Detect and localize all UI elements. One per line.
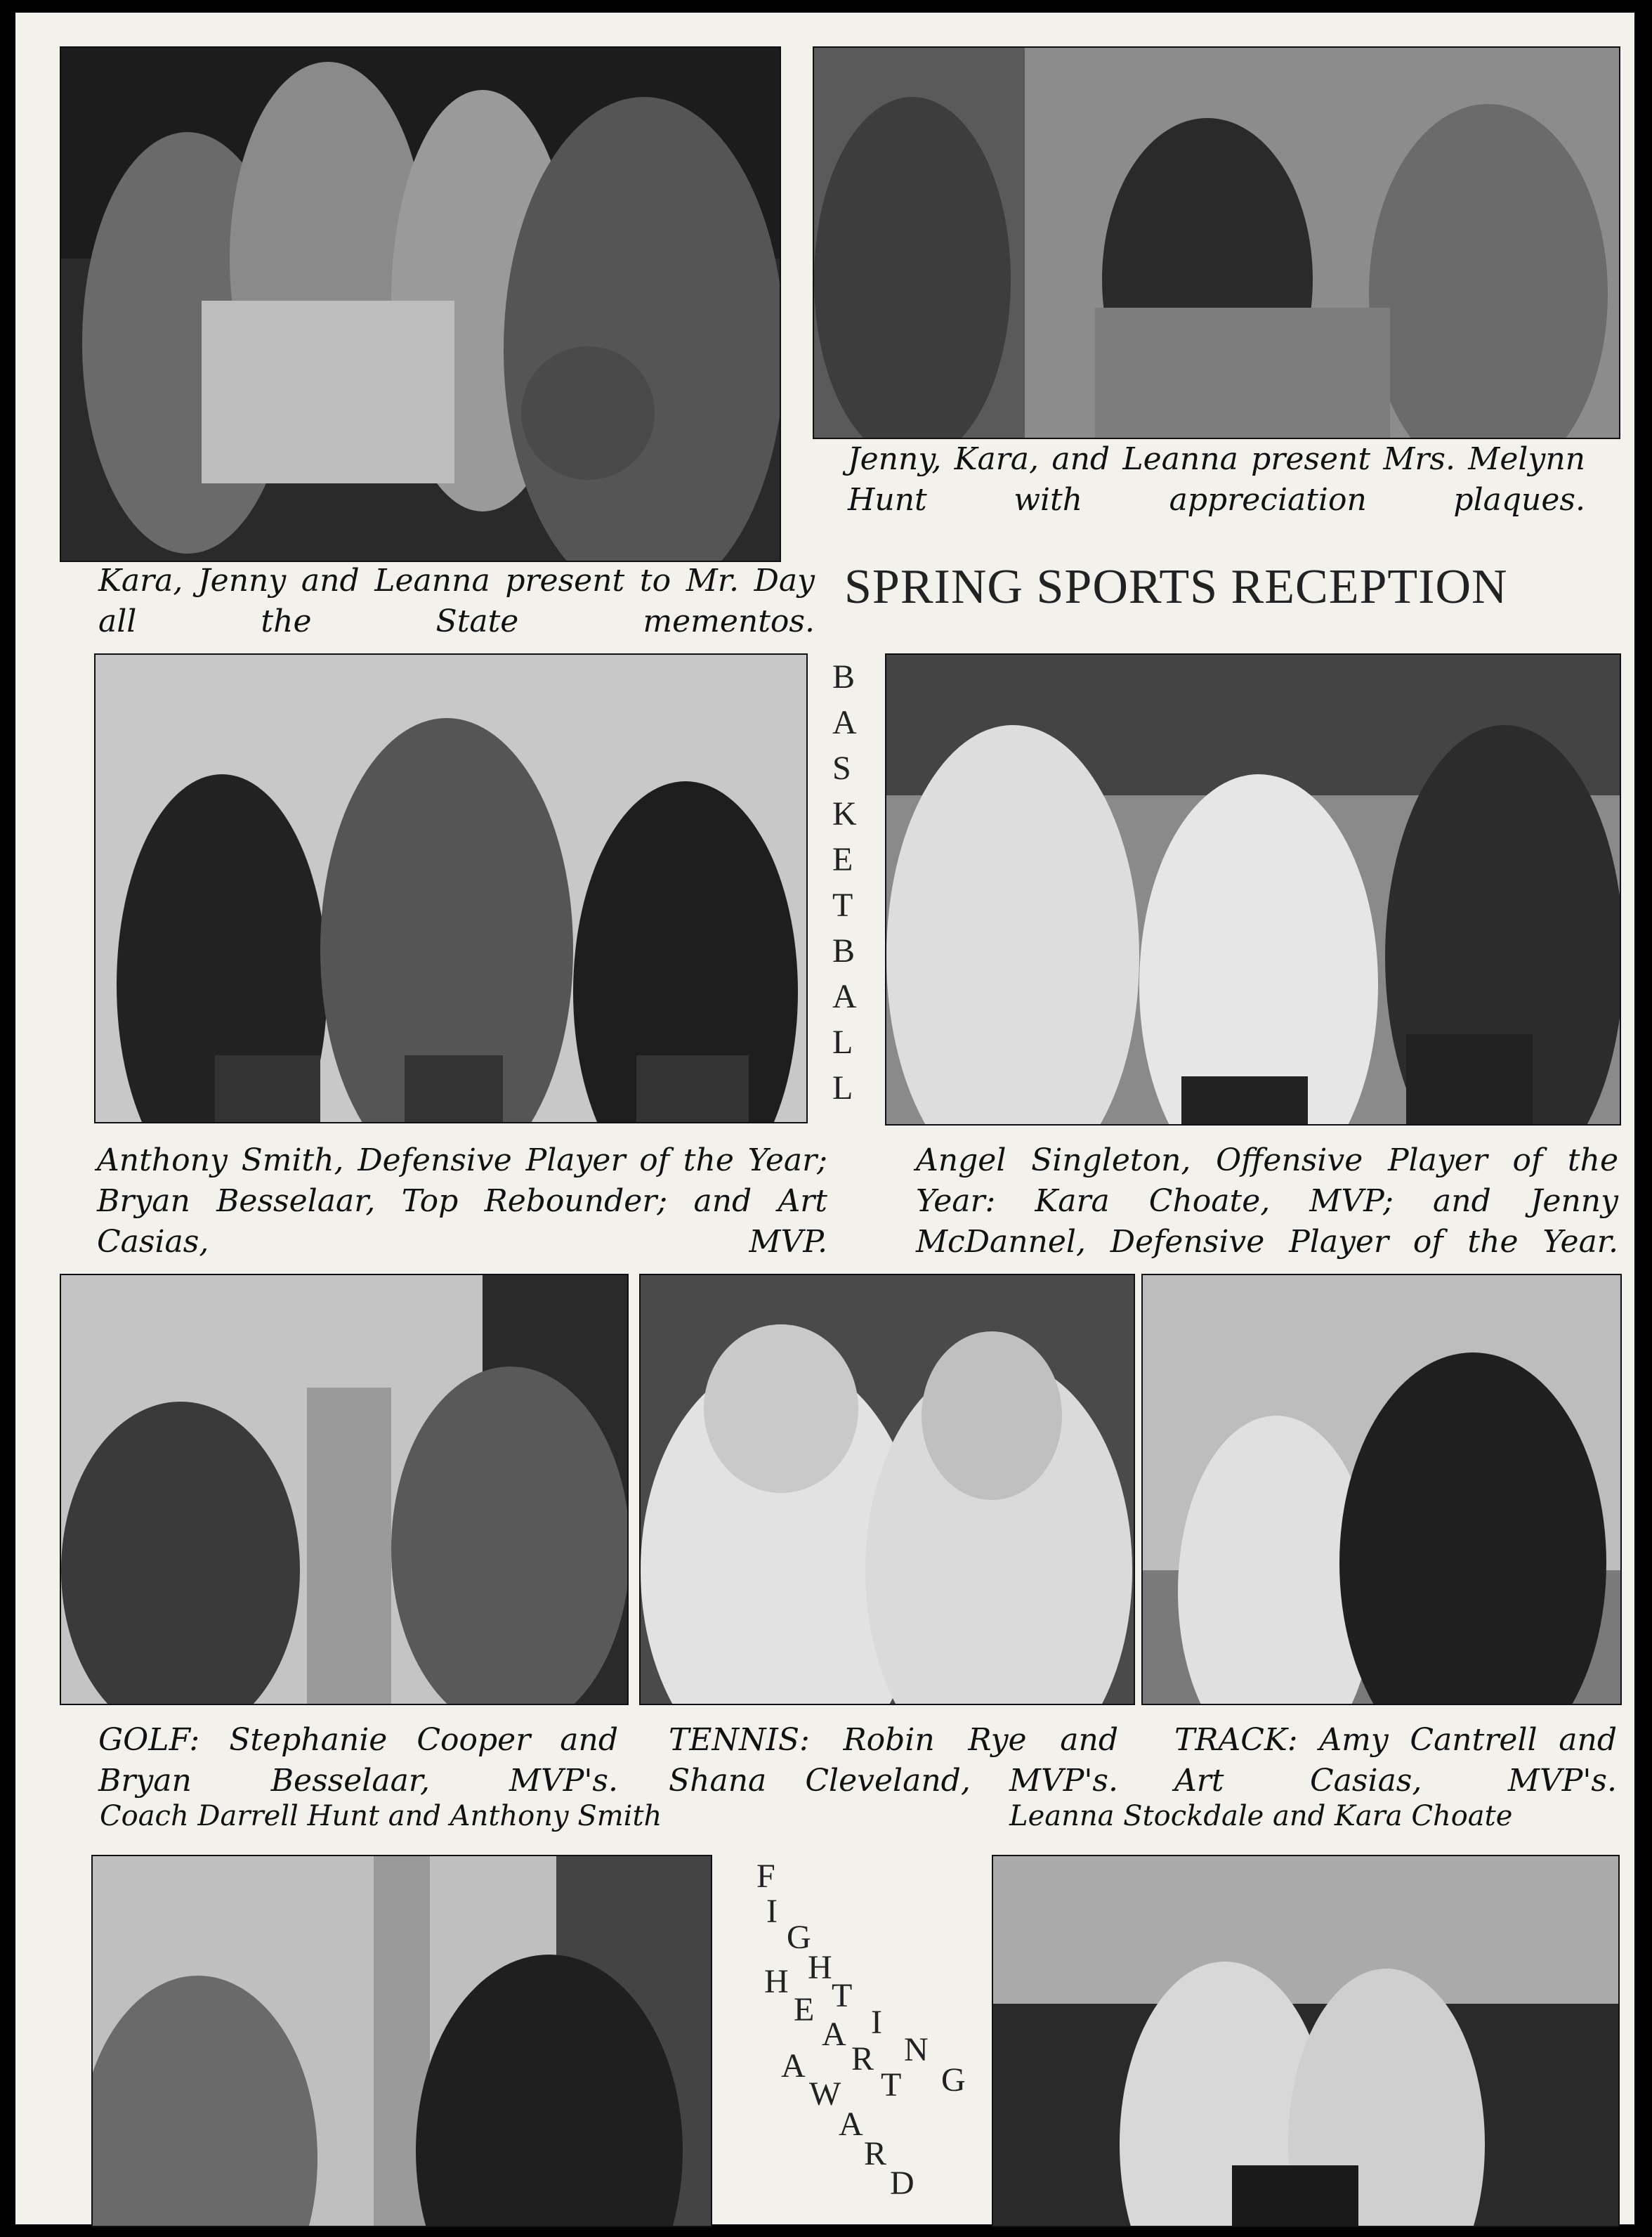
vertical-letter: A bbox=[832, 704, 857, 741]
caption-boys-basketball: Anthony Smith, Defensive Player of the Year; Bryan Besselaar, Top Rebounder; and Art Casias, MVP. bbox=[97, 1142, 827, 1260]
scatter-letter: R bbox=[851, 2040, 874, 2078]
vertical-letter: T bbox=[832, 887, 853, 924]
photo-track bbox=[1141, 1274, 1622, 1705]
scatter-letter: I bbox=[766, 1893, 778, 1930]
scatter-letter: T bbox=[881, 2066, 902, 2104]
vertical-letter: K bbox=[832, 795, 857, 833]
vertical-letter: B bbox=[832, 932, 855, 970]
scatter-letter: A bbox=[839, 2106, 863, 2143]
caption-stockdale-choate: Leanna Stockdale and Kara Choate bbox=[1009, 1800, 1513, 1832]
caption-girls-basketball: Angel Singleton, Offensive Player of the Year: Kara Choate, MVP; and Jenny McDannel, Defensive Player of the Year. bbox=[916, 1142, 1618, 1260]
scatter-letter: E bbox=[794, 1991, 815, 2028]
scatter-letter: G bbox=[787, 1919, 811, 1956]
scatter-letter: H bbox=[808, 1949, 832, 1986]
photo-boys-basketball bbox=[94, 653, 808, 1123]
photo-hunt-smith bbox=[91, 1855, 712, 2227]
vertical-letter: S bbox=[832, 750, 851, 787]
vertical-letter: B bbox=[832, 658, 855, 696]
page-title: SPRING SPORTS RECEPTION bbox=[844, 560, 1508, 614]
caption-state-mementos: Kara, Jenny and Leanna present to Mr. Day all the State mementos. bbox=[98, 563, 815, 640]
vertical-letter: L bbox=[832, 1069, 853, 1107]
scatter-letter: I bbox=[871, 2004, 882, 2041]
caption-hunt-smith: Coach Darrell Hunt and Anthony Smith bbox=[100, 1800, 662, 1832]
caption-golf: GOLF: Stephanie Cooper and Bryan Besselaar, MVP's. bbox=[98, 1722, 618, 1799]
scatter-letter: T bbox=[832, 1977, 853, 2014]
vertical-letter: E bbox=[832, 841, 853, 878]
photo-hunt-plaques bbox=[813, 46, 1620, 439]
scatter-letter: W bbox=[809, 2075, 841, 2113]
scatter-letter: F bbox=[756, 1858, 775, 1895]
caption-tennis: TENNIS: Robin Rye and Shana Cleveland, MVP's. bbox=[669, 1722, 1118, 1799]
vertical-letter: L bbox=[832, 1024, 853, 1061]
scatter-letter: A bbox=[822, 2016, 846, 2053]
scatter-letter: N bbox=[904, 2031, 929, 2068]
scatter-letter: H bbox=[764, 1963, 789, 2000]
photo-girls-basketball bbox=[885, 653, 1621, 1126]
vertical-letter: A bbox=[832, 978, 857, 1015]
scatter-letter: G bbox=[941, 2061, 966, 2099]
scatter-letter: A bbox=[781, 2047, 806, 2085]
scatter-letter: R bbox=[864, 2135, 887, 2172]
caption-hunt-plaques: Jenny, Kara, and Leanna present Mrs. Melynn Hunt with appreciation plaques. bbox=[848, 441, 1585, 519]
caption-track: TRACK: Amy Cantrell and Art Casias, MVP's. bbox=[1174, 1722, 1617, 1799]
scatter-letter: D bbox=[890, 2165, 914, 2202]
photo-stockdale-choate bbox=[992, 1855, 1620, 2227]
yearbook-page bbox=[15, 13, 1634, 2224]
photo-tennis bbox=[639, 1274, 1135, 1705]
photo-golf bbox=[60, 1274, 629, 1705]
photo-state-mementos bbox=[60, 46, 781, 562]
